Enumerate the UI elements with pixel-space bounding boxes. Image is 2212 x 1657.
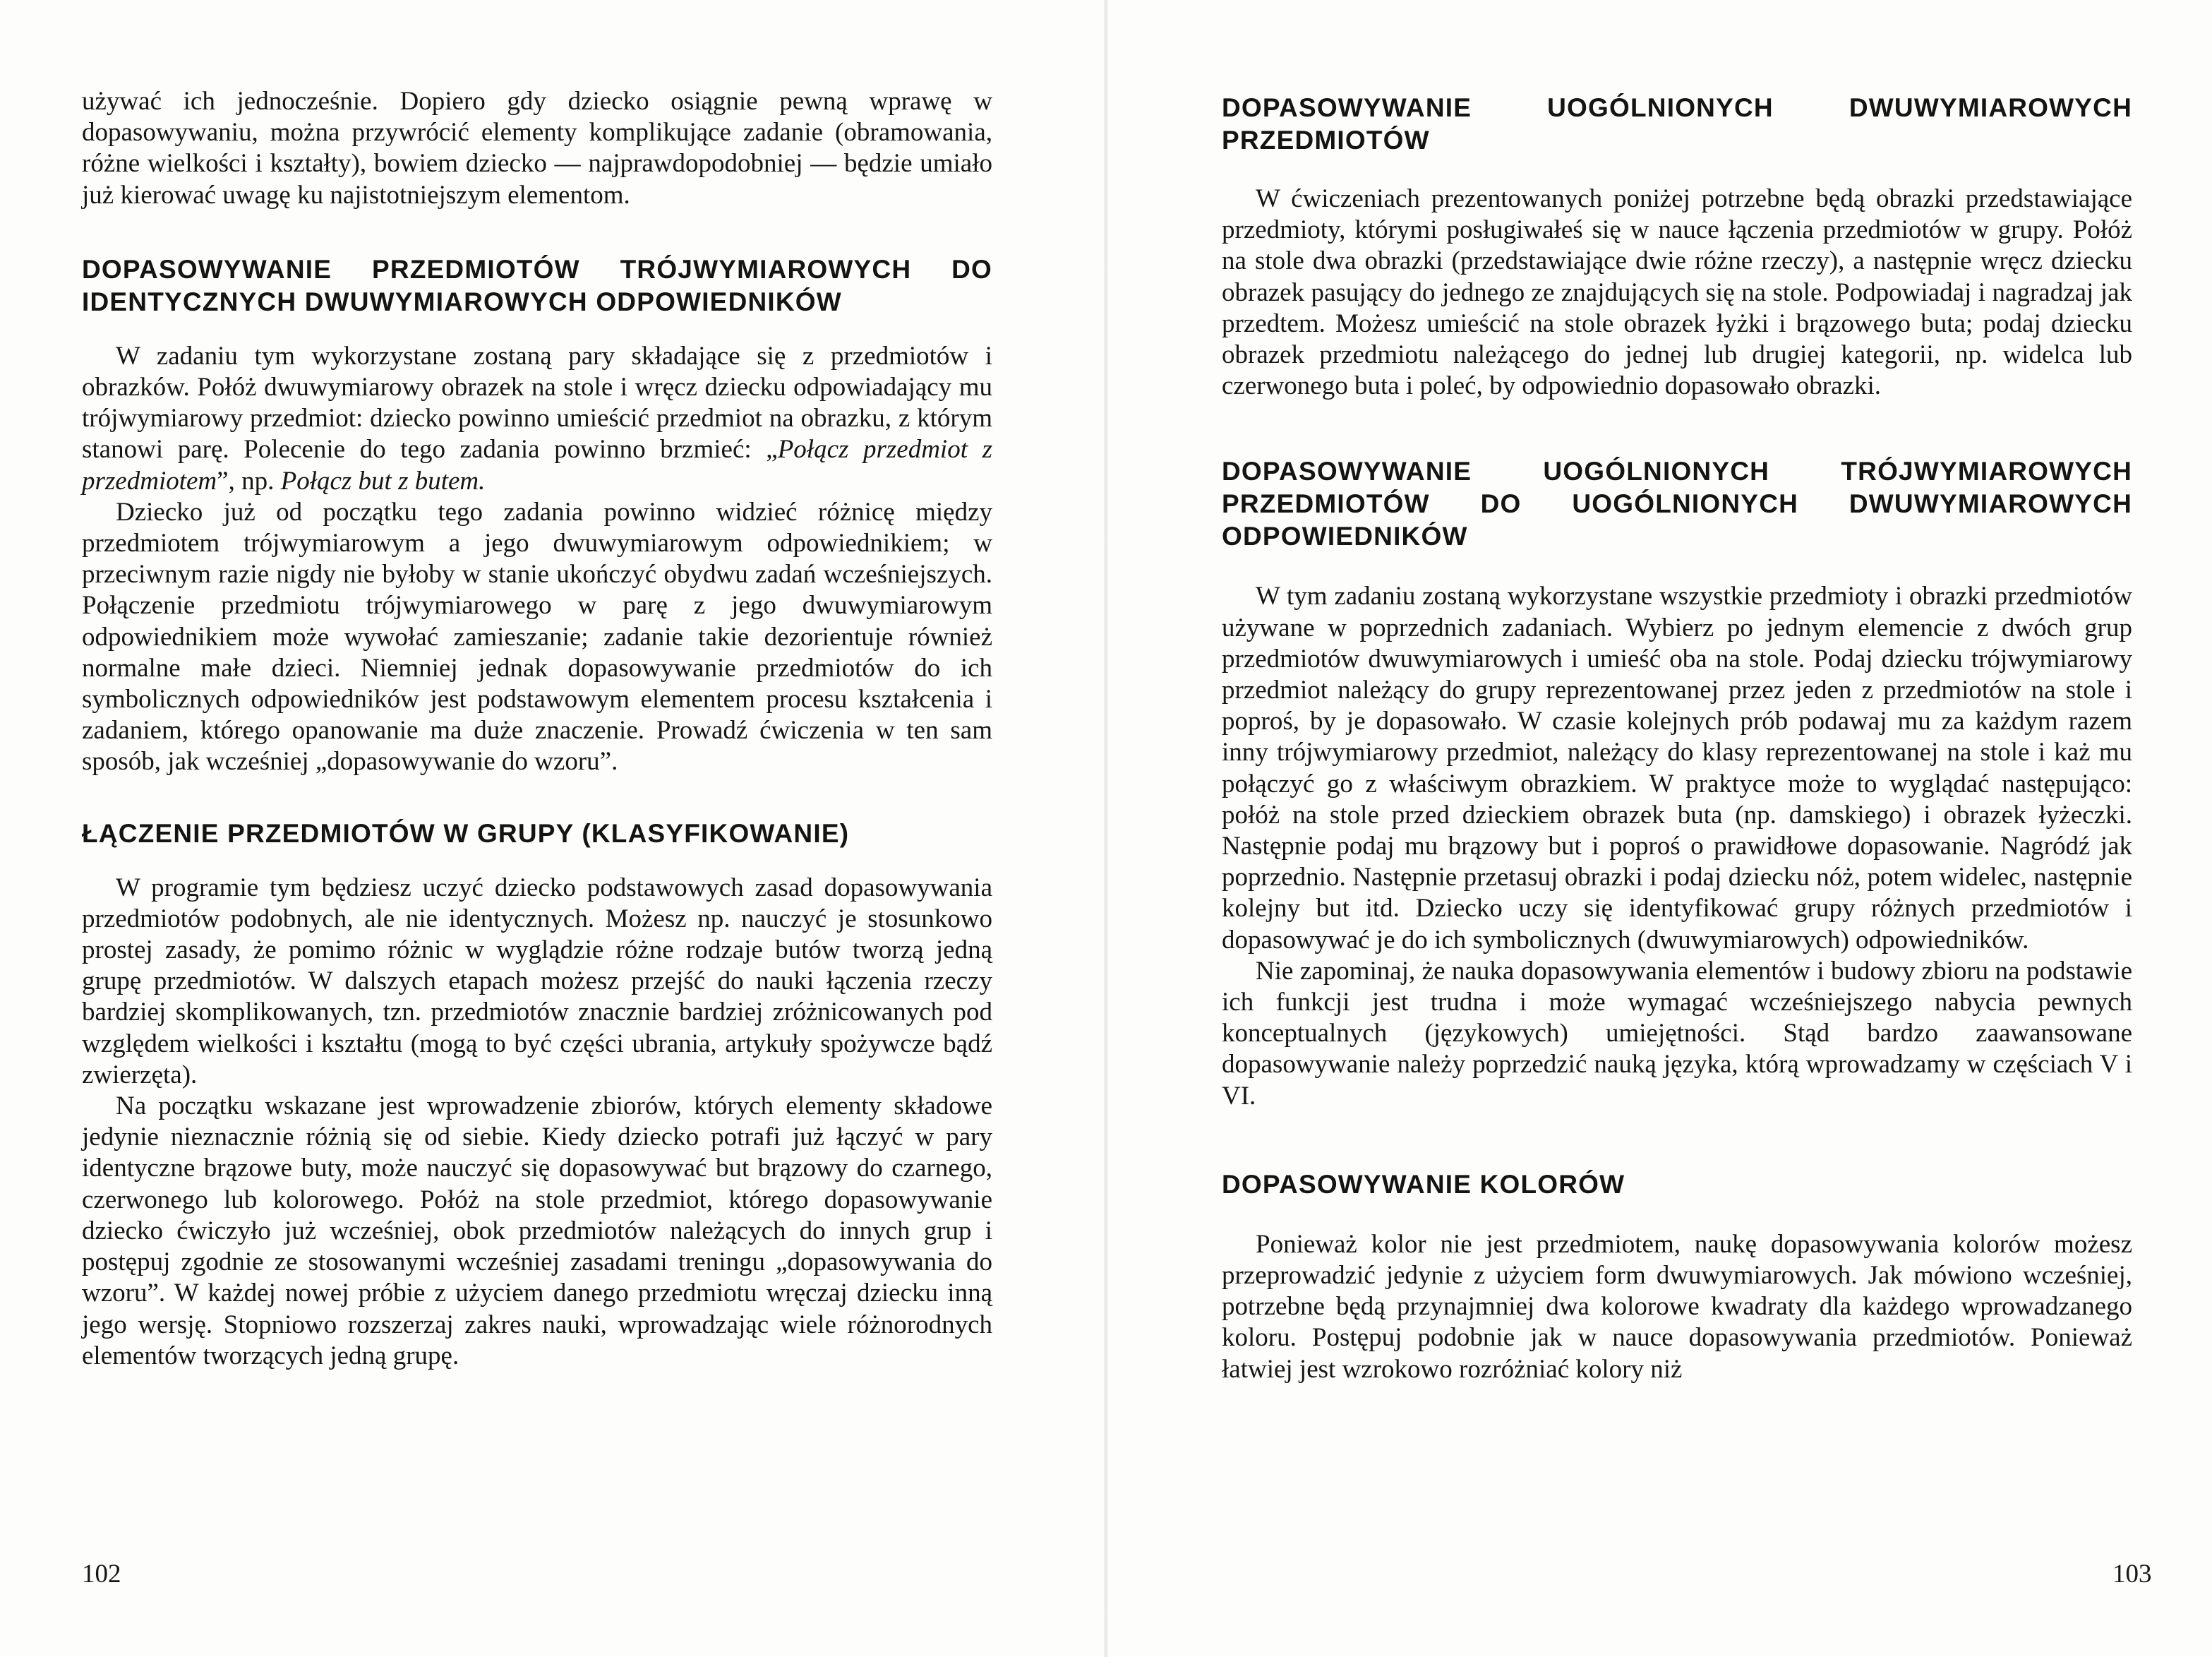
right-text-column [1222,86,2132,1385]
section-heading-generalized-2d: DOPASOWYWANIE UOGÓLNIONYCH DWUWYMIAROWYCH PRZEDMIOTÓW [1222,93,2132,155]
paragraph-generalized-2d: W ćwiczeniach prezentowanych poniżej potrzebne będą obrazki przedstawiające przedmioty, którymi posługiwałeś się w nauce łączenia przedmiotów w grupy. Połóż na stole dwa obrazki (przedstawiające dwie różne rzeczy), a następnie wręcz dziecku obrazek pasujący do jednego ze znajdujących się na stole. Podpowiadaj i nagradzaj jak przedtem. Możesz umieścić na stole obrazek łyżki i brązowego buta; podaj dziecku obrazek przedmiotu należącego do jednej lub drugiej kategorii, np. widelca lub czerwonego buta i poleć, by odpowiednio dopasowało obrazki. [1222,184,2132,401]
section-body-grouping [82,873,992,1372]
paragraph-3d-to-2d-text-mid: ”, np. [217,466,281,496]
example-phrase-italic: Połącz but z butem. [280,466,486,496]
section-body-colors [1222,1229,2132,1385]
paragraph-3d-to-2d-difference: Dziecko już od początku tego zadania powinno widzieć różnicę między przedmiotem trójwymiarowym a jego dwuwymiarowym odpowiednikiem; w przeciwnym razie nigdy nie byłoby w stanie ukończyć obydwu zadań wcześniejszych. Połączenie przedmiotu trójwymiarowego w parę z jego dwuwymiarowym odpowiednikiem może wywołać zamieszanie; zadanie takie dezorientuje również normalne małe dzieci. Niemniej jednak dopasowywanie przedmiotów do ich symbolicznych odpowiedników jest podstawowym elementem procesu kształcenia i zadaniem, którego opanowanie ma duże znaczenie. Prowadź ćwiczenia w ten sam sposób, jak wcześniej „dopasowywanie do wzoru”. [82,497,992,777]
section-heading-generalized-3d-to-2d: DOPASOWYWANIE UOGÓLNIONYCH TRÓJWYMIAROWYCH PRZEDMIOTÓW DO UOGÓLNIONYCH DWUWYMIAROWYCH ODPOWIEDNIKÓW [1222,457,2132,551]
section-heading-colors: DOPASOWYWANIE KOLORÓW [1222,1169,1625,1199]
left-text-column [82,86,992,1372]
paragraph-grouping-start: Na początku wskazane jest wprowadzenie zbiorów, których elementy składowe jedynie nieznacznie różnią się od siebie. Kiedy dziecko potrafi już łączyć w pary identyczne brązowe buty, może nauczyć się dopasowywać but brązowy do czarnego, czerwonego lub kolorowego. Połóż na stole przedmiot, którego dopasowywanie dziecko ćwiczyło już wcześniej, obok przedmiotów należących do innych grup i postępuj zgodnie ze stosowanymi wcześniej zasadami treningu „dopasowywania do wzoru”. W każdej nowej próbie z użyciem danego przedmiotu wręczaj dziecku inną jego wersję. Stopniowo rozszerzaj zakres nauki, wprowadzając wiele różnorodnych elementów tworzących jedną grupę. [82,1091,992,1370]
section-heading-grouping: ŁĄCZENIE PRZEDMIOTÓW W GRUPY (KLASYFIKOWANIE) [82,818,850,848]
page-number-right: 103 [2112,1560,2152,1589]
command-phrase-italic: Połącz przedmiot z przedmiotem [82,435,992,496]
section-body-3d-to-2d [82,341,992,778]
paragraph-3d-to-2d-instructions [82,341,992,497]
page-number-left: 102 [82,1560,121,1589]
right-page [1106,0,2212,1657]
paragraph-grouping-program: W programie tym będziesz uczyć dziecko podstawowych zasad dopasowywania przedmiotów podobnych, ale nie identycznych. Możesz np. nauczyć je stosunkowo prostej zasady, że pomimo różnic w wyglądzie różne rodzaje butów tworzą jedną grupę przedmiotów. W dalszych etapach możesz przejść do nauki łączenia rzeczy bardziej skomplikowanych, tzn. przedmiotów znacznie bardziej zróżnicowanych pod względem wielkości i kształtu (mogą to być części ubrania, artykuły spożywcze bądź zwierzęta). [82,873,992,1089]
section-heading-3d-to-2d: DOPASOWYWANIE PRZEDMIOTÓW TRÓJWYMIAROWYCH DO IDENTYCZNYCH DWUWYMIAROWYCH ODPOWIEDNIKÓW [82,254,992,316]
paragraph-set-building-note: Nie zapominaj, że nauka dopasowywania elementów i budowy zbioru na podstawie ich funkcji jest trudna i może wymagać wcześniejszego nabycia pewnych konceptualnych (językowych) umiejętności. Stąd bardzo zaawansowane dopasowywanie należy poprzedzić nauką języka, którą wprowadzamy w częściach V i VI. [1222,956,2132,1111]
paragraph-3d-to-2d-text: W zadaniu tym wykorzystane zostaną pary składające się z przedmiotów i obrazków. Połóż dwuwymiarowy obrazek na stole i wręcz dziecku odpowiadający mu trójwymiarowy przedmiot: dziecko powinno umieścić przedmiot na obrazku, z którym stanowi parę. Polecenie do tego zadania powinno brzmieć: „ [82,341,992,465]
paragraph-intro: używać ich jednocześnie. Dopiero gdy dziecko osiągnie pewną wprawę w dopasowywaniu, można przywrócić elementy komplikujące zadanie (obramowania, różne wielkości i kształty), bowiem dziecko — najprawdopodobniej — będzie umiało już kierować uwagę ku najistotniejszym elementom. [82,87,992,210]
section-body-generalized-2d [1222,184,2132,402]
paragraph-colors: Ponieważ kolor nie jest przedmiotem, naukę dopasowywania kolorów możesz przeprowadzić jedynie z użyciem form dwuwymiarowych. Jak mówiono wcześniej, potrzebne będą przynajmniej dwa kolorowe kwadraty dla każdego wprowadzanego koloru. Postępuj podobnie jak w nauce dopasowywania przedmiotów. Ponieważ łatwiej jest wzrokowo rozróżniać kolory niż [1222,1229,2132,1384]
section-body-generalized-3d-to-2d [1222,581,2132,1111]
paragraph-generalized-3d-to-2d: W tym zadaniu zostaną wykorzystane wszystkie przedmioty i obrazki przedmiotów używane w poprzednich zadaniach. Wybierz po jednym elemencie z dwóch grup przedmiotów dwuwymiarowych i umieść oba na stole. Podaj dziecku trójwymiarowy przedmiot należący do grupy reprezentowanej przez jeden z przedmiotów na stole i poproś, by je dopasowało. W czasie kolejnych prób podawaj mu za każdym razem inny trójwymiarowy przedmiot, należący do klasy reprezentowanej na stole i każ mu połączyć go z właściwym obrazkiem. W praktyce może to wyglądać następująco: połóż na stole przed dzieckiem obrazek buta (np. damskiego) i obrazek łyżeczki. Następnie podaj mu brązowy but i poproś o prawidłowe dopasowanie. Nagródź jak poprzednio. Następnie przetasuj obrazki i podaj dziecku nóż, potem widelec, następnie kolejny but itd. Dziecko uczy się identyfikować grupy różnych przedmiotów i dopasowywać je do ich symbolicznych (dwuwymiarowych) odpowiedników. [1222,582,2132,955]
